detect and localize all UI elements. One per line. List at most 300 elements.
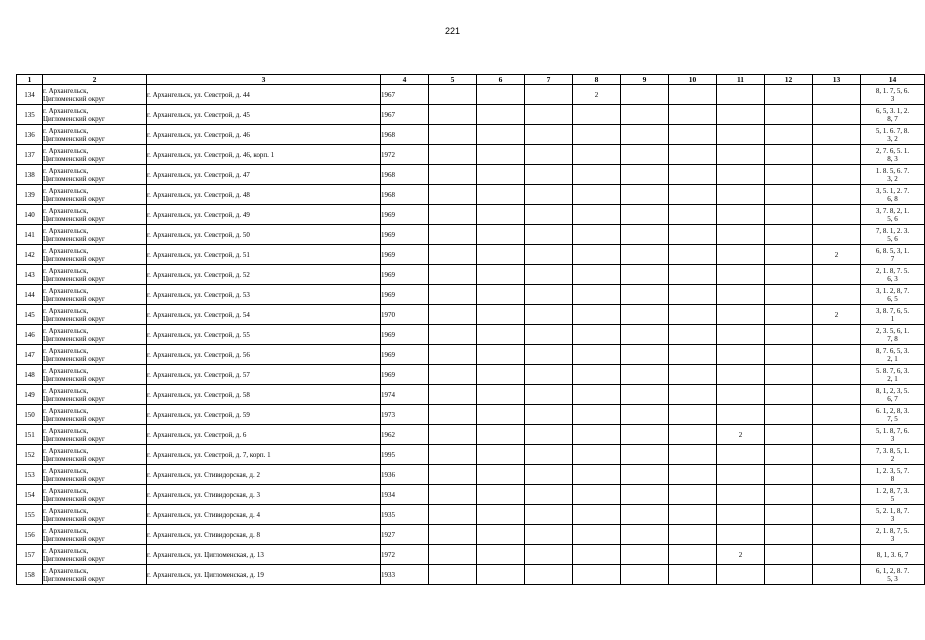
value-cell-col-10 — [669, 85, 717, 105]
value-cell-col-5 — [429, 85, 477, 105]
district-name: Цигломенский округ — [43, 354, 105, 363]
sequence-cell — [861, 105, 925, 125]
column-header: 9 — [621, 75, 669, 85]
row-number: 155 — [17, 505, 43, 525]
address-cell: г. Архангельск, ул. Севстрой, д. 54 — [147, 305, 381, 325]
sequence-line-1: 2, 3. 5, 6, 1. — [875, 326, 910, 335]
value-cell-col-9 — [621, 285, 669, 305]
value-cell-col-13 — [813, 425, 861, 445]
row-number: 140 — [17, 205, 43, 225]
value-cell-col-9 — [621, 505, 669, 525]
district-cell — [43, 305, 147, 325]
column-header: 5 — [429, 75, 477, 85]
address-cell: г. Архангельск, ул. Севстрой, д. 52 — [147, 265, 381, 285]
sequence-line-1: 3, 1. 2, 8, 7. — [875, 286, 910, 295]
value-cell-col-9 — [621, 545, 669, 565]
value-cell-col-11: 2 — [717, 425, 765, 445]
year-cell: 1936 — [381, 465, 429, 485]
address-cell: г. Архангельск, ул. Севстрой, д. 48 — [147, 185, 381, 205]
year-cell: 1968 — [381, 125, 429, 145]
row-number: 137 — [17, 145, 43, 165]
value-cell-col-7 — [525, 465, 573, 485]
sequence-cell — [861, 405, 925, 425]
value-cell-col-5 — [429, 165, 477, 185]
value-cell-col-13 — [813, 185, 861, 205]
district-city: г. Архангельск, — [43, 446, 89, 455]
district-cell — [43, 165, 147, 185]
value-cell-col-11 — [717, 565, 765, 585]
value-cell-col-13 — [813, 465, 861, 485]
sequence-cell — [861, 225, 925, 245]
value-cell-col-8 — [573, 305, 621, 325]
column-header: 1 — [17, 75, 43, 85]
row-number: 143 — [17, 265, 43, 285]
value-cell-col-8 — [573, 505, 621, 525]
table-row — [17, 305, 925, 325]
value-cell-col-12 — [765, 545, 813, 565]
value-cell-col-11 — [717, 445, 765, 465]
sequence-line-2: 3, 2 — [887, 174, 898, 183]
district-cell — [43, 225, 147, 245]
table-row — [17, 125, 925, 145]
sequence-line-1: 7, 3. 8, 5, 1. — [875, 446, 910, 455]
value-cell-col-8 — [573, 525, 621, 545]
year-cell: 1935 — [381, 505, 429, 525]
sequence-cell — [861, 285, 925, 305]
value-cell-col-9 — [621, 205, 669, 225]
value-cell-col-13 — [813, 485, 861, 505]
sequence-cell — [861, 245, 925, 265]
row-number: 135 — [17, 105, 43, 125]
district-cell — [43, 185, 147, 205]
address-cell: г. Архангельск, ул. Цигломенская, д. 13 — [147, 545, 381, 565]
year-cell: 1969 — [381, 345, 429, 365]
value-cell-col-7 — [525, 405, 573, 425]
value-cell-col-5 — [429, 105, 477, 125]
value-cell-col-6 — [477, 505, 525, 525]
value-cell-col-5 — [429, 425, 477, 445]
value-cell-col-9 — [621, 405, 669, 425]
district-cell — [43, 265, 147, 285]
value-cell-col-12 — [765, 405, 813, 425]
value-cell-col-6 — [477, 465, 525, 485]
value-cell-col-12 — [765, 285, 813, 305]
value-cell-col-6 — [477, 125, 525, 145]
year-cell: 1969 — [381, 285, 429, 305]
sequence-line-1: 6. 1, 2, 8, 3. — [875, 406, 910, 415]
value-cell-col-7 — [525, 425, 573, 445]
sequence-cell — [861, 125, 925, 145]
value-cell-col-8 — [573, 385, 621, 405]
district-name: Цигломенский округ — [43, 234, 105, 243]
value-cell-col-10 — [669, 545, 717, 565]
sequence-line-2: 3 — [890, 514, 895, 523]
sequence-line-2: 1 — [890, 314, 895, 323]
value-cell-col-6 — [477, 325, 525, 345]
district-cell — [43, 205, 147, 225]
table-row — [17, 325, 925, 345]
value-cell-col-7 — [525, 165, 573, 185]
sequence-line-2: 8, 3 — [887, 154, 898, 163]
value-cell-col-6 — [477, 365, 525, 385]
value-cell-col-5 — [429, 205, 477, 225]
sequence-line-1: 1. 8. 5, 6. 7. — [875, 166, 910, 175]
value-cell-col-13 — [813, 345, 861, 365]
year-cell: 1969 — [381, 205, 429, 225]
value-cell-col-12 — [765, 425, 813, 445]
address-cell: г. Архангельск, ул. Стивидорская, д. 8 — [147, 525, 381, 545]
sequence-cell — [861, 205, 925, 225]
table-row — [17, 105, 925, 125]
sequence-line-2: 6, 7 — [887, 394, 898, 403]
district-name: Цигломенский округ — [43, 94, 105, 103]
column-header: 12 — [765, 75, 813, 85]
value-cell-col-10 — [669, 405, 717, 425]
address-cell: г. Архангельск, ул. Севстрой, д. 46 — [147, 125, 381, 145]
value-cell-col-11 — [717, 385, 765, 405]
value-cell-col-12 — [765, 485, 813, 505]
row-number: 146 — [17, 325, 43, 345]
table-row — [17, 545, 925, 565]
value-cell-col-6 — [477, 205, 525, 225]
value-cell-col-9 — [621, 345, 669, 365]
row-number: 153 — [17, 465, 43, 485]
value-cell-col-13 — [813, 325, 861, 345]
value-cell-col-11 — [717, 465, 765, 485]
table-row — [17, 285, 925, 305]
table-row — [17, 225, 925, 245]
district-city: г. Архангельск, — [43, 166, 89, 175]
value-cell-col-9 — [621, 245, 669, 265]
value-cell-col-5 — [429, 325, 477, 345]
sequence-cell — [861, 525, 925, 545]
sequence-line-2: 5 — [890, 494, 895, 503]
district-cell — [43, 85, 147, 105]
address-cell: г. Архангельск, ул. Севстрой, д. 56 — [147, 345, 381, 365]
table-row — [17, 525, 925, 545]
district-cell — [43, 145, 147, 165]
table-row — [17, 165, 925, 185]
value-cell-col-10 — [669, 225, 717, 245]
value-cell-col-7 — [525, 245, 573, 265]
year-cell: 1967 — [381, 85, 429, 105]
value-cell-col-11 — [717, 265, 765, 285]
value-cell-col-13 — [813, 105, 861, 125]
value-cell-col-9 — [621, 385, 669, 405]
row-number: 148 — [17, 365, 43, 385]
value-cell-col-8 — [573, 105, 621, 125]
value-cell-col-8 — [573, 425, 621, 445]
value-cell-col-5 — [429, 185, 477, 205]
sequence-cell — [861, 305, 925, 325]
district-cell — [43, 485, 147, 505]
row-number: 141 — [17, 225, 43, 245]
sequence-cell — [861, 365, 925, 385]
table-row — [17, 405, 925, 425]
district-city: г. Архангельск, — [43, 306, 89, 315]
value-cell-col-13 — [813, 285, 861, 305]
value-cell-col-11 — [717, 145, 765, 165]
district-city: г. Архангельск, — [43, 266, 89, 275]
value-cell-col-7 — [525, 385, 573, 405]
value-cell-col-7 — [525, 185, 573, 205]
value-cell-col-6 — [477, 185, 525, 205]
address-cell: г. Архангельск, ул. Севстрой, д. 44 — [147, 85, 381, 105]
sequence-line-1: 8, 1, 3. 6, 7 — [876, 550, 909, 559]
sequence-line-2: 5, 6 — [887, 214, 898, 223]
value-cell-col-12 — [765, 105, 813, 125]
value-cell-col-11 — [717, 505, 765, 525]
column-header: 2 — [43, 75, 147, 85]
sequence-line-2: 2, 1 — [887, 354, 898, 363]
value-cell-col-11 — [717, 325, 765, 345]
district-name: Цигломенский округ — [43, 214, 105, 223]
value-cell-col-10 — [669, 165, 717, 185]
value-cell-col-13 — [813, 265, 861, 285]
value-cell-col-6 — [477, 245, 525, 265]
value-cell-col-6 — [477, 345, 525, 365]
sequence-line-1: 2, 1. 8, 7. 5. — [875, 266, 910, 275]
value-cell-col-12 — [765, 225, 813, 245]
value-cell-col-10 — [669, 205, 717, 225]
value-cell-col-5 — [429, 565, 477, 585]
value-cell-col-5 — [429, 465, 477, 485]
address-cell: г. Архангельск, ул. Севстрой, д. 46, корп. 1 — [147, 145, 381, 165]
district-city: г. Архангельск, — [43, 466, 89, 475]
value-cell-col-8 — [573, 465, 621, 485]
value-cell-col-6 — [477, 425, 525, 445]
column-header: 13 — [813, 75, 861, 85]
value-cell-col-7 — [525, 485, 573, 505]
row-number: 154 — [17, 485, 43, 505]
sequence-line-2: 8 — [890, 474, 895, 483]
sequence-line-2: 5, 3 — [887, 574, 898, 583]
year-cell: 1995 — [381, 445, 429, 465]
sequence-line-1: 3, 5. 1, 2. 7. — [875, 186, 910, 195]
sequence-cell — [861, 85, 925, 105]
table-row — [17, 385, 925, 405]
sequence-line-2: 5, 6 — [887, 234, 898, 243]
district-city: г. Архангельск, — [43, 326, 89, 335]
district-cell — [43, 125, 147, 145]
year-cell: 1968 — [381, 165, 429, 185]
value-cell-col-6 — [477, 165, 525, 185]
value-cell-col-7 — [525, 305, 573, 325]
sequence-line-1: 3, 8. 7, 6, 5. — [875, 306, 910, 315]
district-name: Цигломенский округ — [43, 134, 105, 143]
value-cell-col-5 — [429, 525, 477, 545]
value-cell-col-5 — [429, 385, 477, 405]
district-name: Цигломенский округ — [43, 274, 105, 283]
table-row — [17, 505, 925, 525]
value-cell-col-11 — [717, 185, 765, 205]
value-cell-col-11 — [717, 485, 765, 505]
value-cell-col-12 — [765, 125, 813, 145]
address-cell: г. Архангельск, ул. Севстрой, д. 45 — [147, 105, 381, 125]
value-cell-col-9 — [621, 185, 669, 205]
value-cell-col-10 — [669, 145, 717, 165]
value-cell-col-7 — [525, 525, 573, 545]
district-cell — [43, 325, 147, 345]
value-cell-col-8: 2 — [573, 85, 621, 105]
year-cell: 1969 — [381, 325, 429, 345]
district-name: Цигломенский округ — [43, 254, 105, 263]
value-cell-col-12 — [765, 365, 813, 385]
address-cell: г. Архангельск, ул. Севстрой, д. 59 — [147, 405, 381, 425]
value-cell-col-10 — [669, 465, 717, 485]
district-city: г. Архангельск, — [43, 226, 89, 235]
sequence-cell — [861, 505, 925, 525]
sequence-line-2: 3 — [890, 534, 895, 543]
value-cell-col-9 — [621, 565, 669, 585]
sequence-line-1: 3, 7. 8, 2, 1. — [875, 206, 910, 215]
district-name: Цигломенский округ — [43, 494, 105, 503]
sequence-cell — [861, 425, 925, 445]
value-cell-col-10 — [669, 385, 717, 405]
year-cell: 1969 — [381, 265, 429, 285]
address-cell: г. Архангельск, ул. Севстрой, д. 49 — [147, 205, 381, 225]
sequence-line-2: 7, 5 — [887, 414, 898, 423]
page-number: 221 — [444, 26, 461, 36]
address-cell: г. Архангельск, ул. Стивидорская, д. 2 — [147, 465, 381, 485]
row-number: 158 — [17, 565, 43, 585]
value-cell-col-5 — [429, 225, 477, 245]
column-header: 3 — [147, 75, 381, 85]
address-cell: г. Архангельск, ул. Севстрой, д. 53 — [147, 285, 381, 305]
address-cell: г. Архангельск, ул. Севстрой, д. 6 — [147, 425, 381, 445]
row-number: 134 — [17, 85, 43, 105]
year-cell: 1934 — [381, 485, 429, 505]
column-header: 7 — [525, 75, 573, 85]
row-number: 138 — [17, 165, 43, 185]
value-cell-col-5 — [429, 285, 477, 305]
row-number: 149 — [17, 385, 43, 405]
district-name: Цигломенский округ — [43, 194, 105, 203]
sequence-line-2: 7, 8 — [887, 334, 898, 343]
value-cell-col-6 — [477, 565, 525, 585]
table-row — [17, 185, 925, 205]
value-cell-col-8 — [573, 325, 621, 345]
year-cell: 1927 — [381, 525, 429, 545]
district-city: г. Архангельск, — [43, 106, 89, 115]
row-number: 144 — [17, 285, 43, 305]
value-cell-col-13 — [813, 445, 861, 465]
value-cell-col-8 — [573, 185, 621, 205]
sequence-line-1: 1. 2, 8, 7, 3. — [875, 486, 910, 495]
sequence-line-1: 6, 8. 5, 3, 1. — [875, 246, 910, 255]
address-cell: г. Архангельск, ул. Севстрой, д. 7, корп. 1 — [147, 445, 381, 465]
value-cell-col-7 — [525, 225, 573, 245]
value-cell-col-8 — [573, 145, 621, 165]
table-row — [17, 245, 925, 265]
table-body — [17, 85, 925, 585]
value-cell-col-13 — [813, 225, 861, 245]
value-cell-col-10 — [669, 265, 717, 285]
district-city: г. Архангельск, — [43, 286, 89, 295]
column-header: 8 — [573, 75, 621, 85]
value-cell-col-13 — [813, 525, 861, 545]
sequence-line-2: 6, 3 — [887, 274, 898, 283]
district-name: Цигломенский округ — [43, 314, 105, 323]
year-cell: 1969 — [381, 245, 429, 265]
value-cell-col-7 — [525, 205, 573, 225]
table-row — [17, 345, 925, 365]
value-cell-col-5 — [429, 245, 477, 265]
value-cell-col-11 — [717, 305, 765, 325]
column-header: 11 — [717, 75, 765, 85]
district-cell — [43, 545, 147, 565]
sequence-line-1: 8, 1. 7, 5, 6. — [875, 86, 910, 95]
value-cell-col-6 — [477, 225, 525, 245]
district-city: г. Архангельск, — [43, 206, 89, 215]
district-cell — [43, 465, 147, 485]
value-cell-col-10 — [669, 125, 717, 145]
row-number: 156 — [17, 525, 43, 545]
sequence-line-2: 2, 1 — [887, 374, 898, 383]
value-cell-col-6 — [477, 305, 525, 325]
value-cell-col-10 — [669, 565, 717, 585]
value-cell-col-11 — [717, 105, 765, 125]
district-cell — [43, 285, 147, 305]
housing-registry-table — [16, 74, 925, 585]
value-cell-col-9 — [621, 145, 669, 165]
district-city: г. Архангельск, — [43, 506, 89, 515]
district-cell — [43, 405, 147, 425]
value-cell-col-8 — [573, 285, 621, 305]
sequence-cell — [861, 465, 925, 485]
value-cell-col-10 — [669, 425, 717, 445]
row-number: 139 — [17, 185, 43, 205]
district-cell — [43, 565, 147, 585]
value-cell-col-7 — [525, 265, 573, 285]
year-cell: 1969 — [381, 225, 429, 245]
value-cell-col-12 — [765, 165, 813, 185]
value-cell-col-10 — [669, 285, 717, 305]
value-cell-col-10 — [669, 505, 717, 525]
value-cell-col-9 — [621, 265, 669, 285]
value-cell-col-13 — [813, 145, 861, 165]
value-cell-col-6 — [477, 445, 525, 465]
district-name: Цигломенский округ — [43, 414, 105, 423]
district-cell — [43, 445, 147, 465]
value-cell-col-7 — [525, 285, 573, 305]
year-cell: 1933 — [381, 565, 429, 585]
value-cell-col-5 — [429, 545, 477, 565]
table-row — [17, 485, 925, 505]
value-cell-col-11 — [717, 125, 765, 145]
value-cell-col-11 — [717, 165, 765, 185]
district-city: г. Архангельск, — [43, 426, 89, 435]
value-cell-col-9 — [621, 485, 669, 505]
sequence-cell — [861, 325, 925, 345]
value-cell-col-11 — [717, 345, 765, 365]
value-cell-col-11 — [717, 405, 765, 425]
district-cell — [43, 385, 147, 405]
value-cell-col-13: 2 — [813, 245, 861, 265]
value-cell-col-11 — [717, 245, 765, 265]
district-name: Цигломенский округ — [43, 534, 105, 543]
value-cell-col-13 — [813, 385, 861, 405]
value-cell-col-6 — [477, 525, 525, 545]
district-cell — [43, 365, 147, 385]
value-cell-col-6 — [477, 105, 525, 125]
district-name: Цигломенский округ — [43, 474, 105, 483]
value-cell-col-11: 2 — [717, 545, 765, 565]
value-cell-col-6 — [477, 85, 525, 105]
district-name: Цигломенский округ — [43, 514, 105, 523]
column-header: 14 — [861, 75, 925, 85]
table-row — [17, 565, 925, 585]
